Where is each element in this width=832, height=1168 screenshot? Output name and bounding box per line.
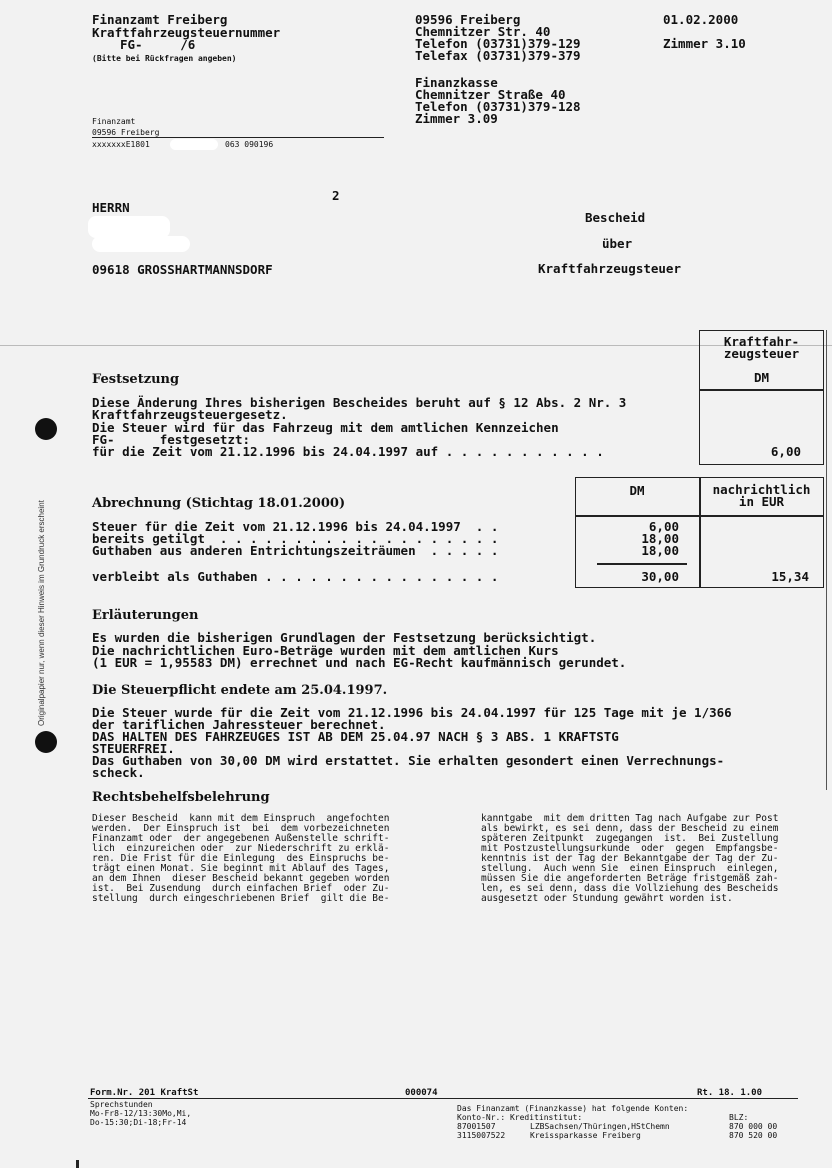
punch-hole-bottom xyxy=(35,731,57,753)
rechtsbehelf-left-line: Dieser Bescheid kann mit dem Einspruch angefochten xyxy=(92,813,390,824)
rechtsbehelf-right-line: kanntgabe mit dem dritten Tag nach Aufgabe zur Post xyxy=(481,813,779,824)
footer-acc-row1-blz: 870 000 00 xyxy=(729,1122,778,1131)
footer-acc-row2-blz: 870 520 00 xyxy=(729,1131,778,1140)
abrechnung-total-eur: 15,34 xyxy=(771,569,809,584)
erlaeuterungen-heading: Erläuterungen xyxy=(92,608,199,623)
erlaeuterungen-p3-l5: Das Guthaben von 30,00 DM wird erstattet. Sie erhalten gesondert einen Verrechnungs- xyxy=(92,753,725,768)
festsetzung-box-divider xyxy=(699,389,824,391)
page-number: 2 xyxy=(332,188,340,203)
rechtsbehelf-right-line: stellung. Auch wenn Sie einen Einspruch einlegen, xyxy=(481,863,779,874)
cashier-phone: Telefon (03731)379-128 xyxy=(415,99,581,114)
footer-accounts-intro: Das Finanzamt (Finanzkasse) hat folgende Konten: xyxy=(457,1104,689,1113)
rechtsbehelf-right-line: kenntnis ist der Tag der Bekanntgabe der Tag der Zu- xyxy=(481,853,779,864)
footer-rt: Rt. 18. 1.00 xyxy=(697,1088,763,1098)
sender-underline xyxy=(92,137,384,138)
festsetzung-amount: 6,00 xyxy=(770,444,801,459)
corner-mark xyxy=(76,1160,79,1168)
title-line2: über xyxy=(602,236,633,251)
cashier-name: Finanzkasse xyxy=(415,75,498,90)
abrechnung-header-divider xyxy=(575,515,824,517)
abrechnung-row1-label: Steuer für die Zeit vom 21.12.1996 bis 24.04.1997 . . xyxy=(92,519,499,534)
recipient-city: 09618 GROSSHARTMANNSDORF xyxy=(92,262,273,277)
festsetzung-text5: für die Zeit vom 21.12.1996 bis 24.04.1997 auf . . . . . . . . . . . xyxy=(92,444,604,459)
abrechnung-col-eur2: in EUR xyxy=(738,494,785,509)
reference-hint: (Bitte bei Rückfragen angeben) xyxy=(92,54,237,63)
erlaeuterungen-p1-l1: Es wurden die bisherigen Grundlagen der Festsetzung berücksichtigt. xyxy=(92,630,597,645)
rechtsbehelf-right-line: späteren Zeitpunkt zugegangen ist. Bei Zustellung xyxy=(481,833,779,844)
sender-line2: 09596 Freiberg xyxy=(92,128,160,137)
recipient-salutation: HERRN xyxy=(92,200,130,215)
festsetzung-text3: Die Steuer wird für das Fahrzeug mit dem amtlichen Kennzeichen xyxy=(92,420,559,435)
office-phone: Telefon (03731)379-129 xyxy=(415,36,581,51)
title-line1: Bescheid xyxy=(585,210,646,225)
rechtsbehelf-left-line: Finanzamt oder der angegebenen Außenstelle schrift- xyxy=(92,833,390,844)
festsetzung-text1: Diese Änderung Ihres bisherigen Bescheides beruht auf § 12 Abs. 2 Nr. 3 xyxy=(92,395,627,410)
rechtsbehelf-right-line: mit Postzustellungsurkunde oder gegen Empfangsbe- xyxy=(481,843,779,854)
punch-hole-top xyxy=(35,418,57,440)
rechtsbehelf-left-column xyxy=(92,814,389,904)
redaction-street xyxy=(92,236,190,252)
footer-rule xyxy=(88,1098,798,1099)
right-edge-line xyxy=(826,330,827,790)
rechtsbehelf-left-line: stellung durch eingeschriebenen Brief gilt die Be- xyxy=(92,893,390,904)
rechtsbehelf-right-line: müssen Sie die angeforderten Beträge fristgemäß zah- xyxy=(481,873,779,884)
rechtsbehelf-left-line: lich einzureichen oder zur Niederschrift zu erklä- xyxy=(92,843,390,854)
sender-line3b: 063 090196 xyxy=(225,140,274,149)
festsetzung-text2: Kraftfahrzeugsteuergesetz. xyxy=(92,407,288,422)
erlaeuterungen-p3-l2: der tariflichen Jahressteuer berechnet. xyxy=(92,717,386,732)
footer-hours-line2: Do-15:30;Di-18;Fr-14 xyxy=(90,1118,187,1127)
abrechnung-row3-label: Guthaben aus anderen Entrichtungszeiträumen . . . . . xyxy=(92,543,499,558)
rechtsbehelf-left-line: werden. Der Einspruch ist bei dem vorbezeichneten xyxy=(92,823,390,834)
abrechnung-heading: Abrechnung (Stichtag 18.01.2000) xyxy=(92,496,346,511)
room-number: Zimmer 3.10 xyxy=(663,36,746,51)
office-city: 09596 Freiberg xyxy=(415,12,521,27)
abrechnung-row3-dm: 18,00 xyxy=(641,543,679,558)
redaction-name xyxy=(88,216,170,238)
festsetzung-col-header1: Kraftfahr- xyxy=(723,334,800,349)
footer-acc-header: Konto-Nr.: Kreditinstitut: xyxy=(457,1113,583,1122)
erlaeuterungen-p3-l1: Die Steuer wurde für die Zeit vom 21.12.1996 bis 24.04.1997 für 125 Tage mit je 1/366 xyxy=(92,705,732,720)
tax-number-value: FG- /6 xyxy=(120,37,196,52)
erlaeuterungen-p3-l6: scheck. xyxy=(92,765,145,780)
title-line3: Kraftfahrzeugsteuer xyxy=(538,261,681,276)
cashier-room: Zimmer 3.09 xyxy=(415,111,498,126)
erlaeuterungen-p3-l3: DAS HALTEN DES FAHRZEUGES IST AB DEM 25.04.97 NACH § 3 ABS. 1 KRAFTSTG xyxy=(92,729,619,744)
rechtsbehelf-left-line: trägt einen Monat. Sie beginnt mit Ablauf des Tages, xyxy=(92,863,390,874)
rechtsbehelf-heading: Rechtsbehelfsbelehrung xyxy=(92,790,270,805)
footer-acc-row1-bank: LZBSachsen/Thüringen,HStChemn xyxy=(530,1122,670,1131)
rechtsbehelf-right-line: als bewirkt, es sei denn, dass der Bescheid zu einem xyxy=(481,823,779,834)
rechtsbehelf-right-line: len, es sei denn, dass die Vollziehung des Bescheids xyxy=(481,883,779,894)
abrechnung-row2-label: bereits getilgt . . . . . . . . . . . . . . . . . . . xyxy=(92,531,499,546)
rechtsbehelf-left-line: ist. Bei Zusendung durch einfachen Brief oder Zu- xyxy=(92,883,390,894)
side-note: Originalpapier nur, wenn dieser Hinweis im Grundruck erscheint xyxy=(37,500,46,726)
footer-form-nr: Form.Nr. 201 KraftSt xyxy=(90,1088,199,1098)
footer-acc-row1-nr: 87001507 xyxy=(457,1122,496,1131)
erlaeuterungen-p1-l3: (1 EUR = 1,95583 DM) errechnet und nach EG-Recht kaufmännisch gerundet. xyxy=(92,655,627,670)
rechtsbehelf-left-line: ren. Die Frist für die Einlegung des Einspruchs be- xyxy=(92,853,390,864)
festsetzung-heading: Festsetzung xyxy=(92,372,180,387)
abrechnung-col-dm: DM xyxy=(629,483,645,498)
festsetzung-col-header2: zeugsteuer xyxy=(723,346,800,361)
footer-hours-line1: Mo-Fr8-12/13:30Mo,Mi, xyxy=(90,1109,192,1118)
document-date: 01.02.2000 xyxy=(663,12,739,27)
erlaeuterungen-p1-l2: Die nachrichtlichen Euro-Beträge wurden mit dem amtlichen Kurs xyxy=(92,643,559,658)
redaction-account xyxy=(170,139,218,150)
office-name: Finanzamt Freiberg xyxy=(92,12,228,27)
sender-line3a: xxxxxxxE1801 xyxy=(92,140,150,149)
office-fax: Telefax (03731)379-379 xyxy=(415,48,581,63)
abrechnung-total-dm: 30,00 xyxy=(641,569,679,584)
abrechnung-row2-dm: 18,00 xyxy=(641,531,679,546)
cashier-street: Chemnitzer Straße 40 xyxy=(415,87,566,102)
rechtsbehelf-right-column xyxy=(481,814,778,904)
abrechnung-col-eur1: nachrichtlich xyxy=(712,482,811,497)
footer-acc-row2-nr: 3115007522 xyxy=(457,1131,506,1140)
rechtsbehelf-left-line: an dem Ihnen dieser Bescheid bekannt gegeben worden xyxy=(92,873,390,884)
footer-acc-row2-bank: Kreissparkasse Freiberg xyxy=(530,1131,641,1140)
festsetzung-text4: FG- festgesetzt: xyxy=(92,432,251,447)
festsetzung-col-unit: DM xyxy=(753,370,770,385)
tax-number-label: Kraftfahrzeugsteuernummer xyxy=(92,25,281,40)
footer-code: 000074 xyxy=(405,1088,438,1098)
abrechnung-row1-dm: 6,00 xyxy=(648,519,679,534)
office-street: Chemnitzer Str. 40 xyxy=(415,24,551,39)
rechtsbehelf-right-line: ausgesetzt oder Stundung gewährt worden ist. xyxy=(481,893,733,904)
steuerpflicht-heading: Die Steuerpflicht endete am 25.04.1997. xyxy=(92,683,388,698)
sender-line1: Finanzamt xyxy=(92,117,136,126)
abrechnung-total-label: verbleibt als Guthaben . . . . . . . . . . . . . . . . xyxy=(92,569,499,584)
erlaeuterungen-p3-l4: STEUERFREI. xyxy=(92,741,175,756)
abrechnung-sum-line xyxy=(597,563,687,565)
footer-acc-blz-header: BLZ: xyxy=(729,1113,749,1122)
footer-hours-label: Sprechstunden xyxy=(90,1100,153,1109)
